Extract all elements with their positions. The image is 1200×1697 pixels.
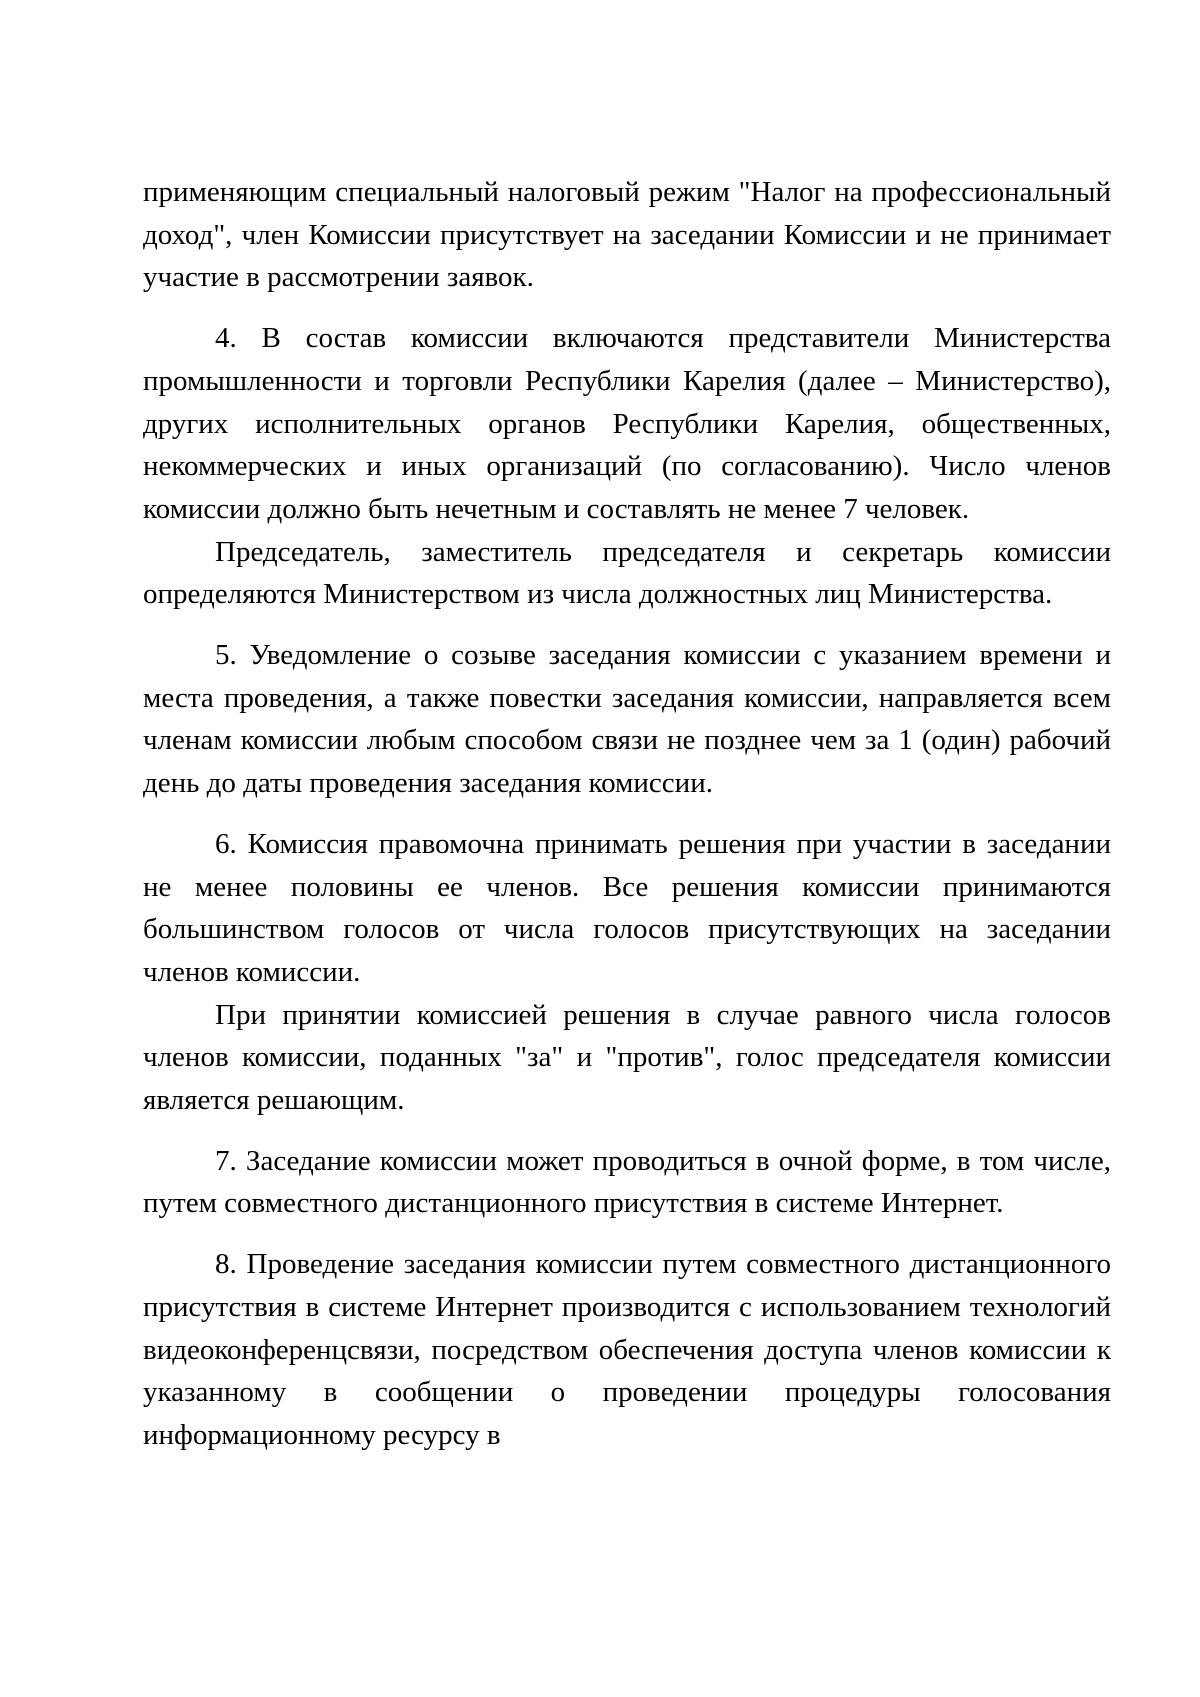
paragraph-item-7: 7. Заседание комиссии может проводиться в очной форме, в том числе, путем совместного дистанционного присутствия в системе Интернет. [143, 1144, 1111, 1220]
paragraph-chairman: Председатель, заместитель председателя и секретарь комиссии определяются Министерством из числа должностных лиц Министерства. [143, 535, 1111, 611]
paragraph-item-6: 6. Комиссия правомочна принимать решения при участии в заседании не менее половины ее членов. Все решения комиссии принимаются большинством голосов от числа голосов присутствующих на заседании членов комиссии. [143, 827, 1111, 988]
paragraph-item-4: 4. В состав комиссии включаются представители Министерства промышленности и торговли Республики Карелия (далее – Министерство), других исполнительных органов Республики Карелия, общественных, некоммерческих и иных организаций (по согласованию). Число членов комиссии должно быть нечетным и составлять не менее 7 человек. [143, 322, 1111, 525]
paragraph-item-5: 5. Уведомление о созыве заседания комиссии с указанием времени и места проведения, а также повестки заседания комиссии, направляется всем членам комиссии любым способом связи не позднее чем за 1 (один) рабочий день до даты проведения заседания комиссии. [143, 639, 1111, 800]
paragraph-item-8: 8. Проведение заседания комиссии путем совместного дистанционного присутствия в системе Интернет производится с использованием технологий видеоконференцсвязи, посредством обеспечения доступа членов комиссии к указанному в сообщении о проведении процедуры голосования информационному ресурсу в [143, 1248, 1111, 1451]
document-body [143, 171, 1111, 1457]
paragraph-continuation: применяющим специальный налоговый режим "Налог на профессиональный доход", член Комиссии присутствует на заседании Комиссии и не принимает участие в рассмотрении заявок. [143, 176, 1111, 294]
paragraph-tie-vote: При принятии комиссией решения в случае равного числа голосов членов комиссии, поданных "за" и "против", голос председателя комиссии является решающим. [143, 998, 1111, 1117]
